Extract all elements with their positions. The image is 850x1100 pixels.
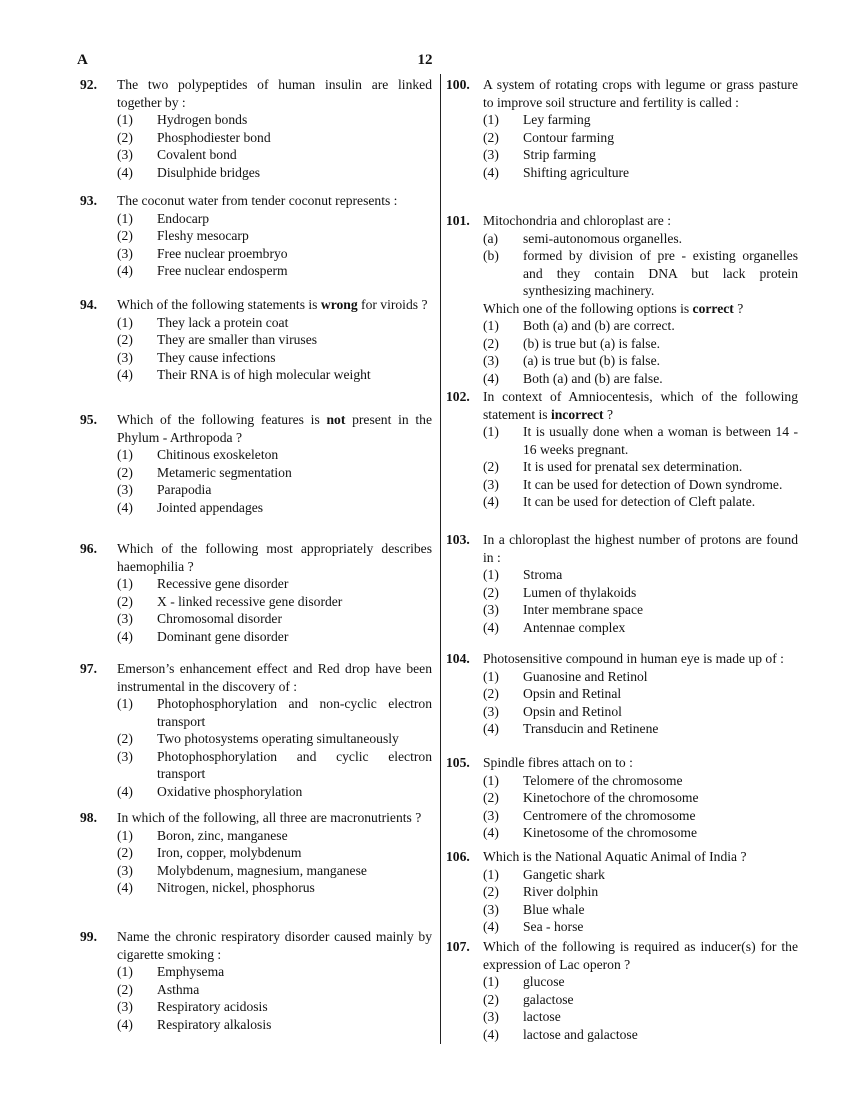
option-text: Nitrogen, nickel, phosphorus <box>157 880 315 895</box>
question-number: 92. <box>80 77 97 92</box>
statement-item <box>483 247 798 300</box>
option-label: (1) <box>483 424 499 439</box>
option-label: (4) <box>483 1026 499 1042</box>
answer-option[interactable] <box>117 610 432 628</box>
question-text: Which is the National Aquatic Animal of India ? <box>483 849 747 864</box>
option-list <box>117 111 432 181</box>
option-label: (4) <box>483 494 499 509</box>
option-label: (4) <box>117 783 133 799</box>
option-text: They lack a protein coat <box>157 314 289 330</box>
question-number: 98. <box>80 810 97 825</box>
option-label: (4) <box>117 628 133 644</box>
answer-option[interactable] <box>117 111 432 129</box>
option-label: (2) <box>483 129 499 145</box>
option-label: (2) <box>117 228 133 243</box>
question-text: Spindle fibres attach on to : <box>483 755 633 770</box>
option-label: (2) <box>117 845 133 860</box>
question-number: 95. <box>80 412 97 427</box>
question-text-part: ? <box>733 300 744 316</box>
option-text: Photophosphorylation and cyclic electron transport <box>157 748 432 781</box>
option-list <box>483 973 798 1043</box>
option-text: Metameric segmentation <box>157 464 292 480</box>
answer-option[interactable] <box>117 446 432 464</box>
statement-text: semi-autonomous organelles. <box>523 230 683 246</box>
option-label: (3) <box>483 807 499 823</box>
option-text: Guanosine and Retinol <box>523 668 648 684</box>
option-list <box>117 314 432 384</box>
option-label: (2) <box>117 332 133 347</box>
option-label: (3) <box>117 748 133 764</box>
option-text: Both (a) and (b) are correct. <box>523 318 675 333</box>
question-text: The two polypeptides of human insulin are linked together by : <box>117 77 432 110</box>
answer-option[interactable] <box>483 164 798 182</box>
option-text: Recessive gene disorder <box>157 576 289 591</box>
option-label: (4) <box>483 825 499 840</box>
question-number: 97. <box>80 661 97 676</box>
question-number: 103. <box>446 532 470 547</box>
option-label: (2) <box>483 884 499 899</box>
option-label: (1) <box>117 827 133 843</box>
question-text <box>117 296 432 314</box>
option-text: Asthma <box>157 981 200 997</box>
option-text: (b) is true but (a) is false. <box>523 335 661 351</box>
option-label: (4) <box>483 721 499 736</box>
option-text: Both (a) and (b) are false. <box>523 370 663 386</box>
option-label: (4) <box>483 370 499 386</box>
answer-option[interactable] <box>117 481 432 499</box>
option-text: Transducin and Retinene <box>523 721 659 736</box>
option-list <box>483 566 798 636</box>
question-block <box>446 212 798 387</box>
answer-option[interactable] <box>483 352 798 370</box>
question-number: 100. <box>446 77 470 92</box>
option-text: It is usually done when a woman is between 14 - 16 weeks pregnant. <box>523 424 798 457</box>
answer-option[interactable] <box>483 789 798 807</box>
option-label: (1) <box>117 964 133 979</box>
answer-option[interactable] <box>483 1026 798 1044</box>
question-block <box>446 848 798 936</box>
question-subprompt <box>483 300 798 318</box>
option-label: (4) <box>117 499 133 515</box>
answer-option[interactable] <box>117 1016 432 1034</box>
option-list <box>117 695 432 800</box>
option-text: They are smaller than viruses <box>157 332 318 347</box>
option-label: (1) <box>117 447 133 462</box>
option-text: It is used for prenatal sex determination. <box>523 459 743 474</box>
question-block <box>446 650 798 738</box>
option-list <box>117 575 432 645</box>
question-number: 105. <box>446 755 470 770</box>
option-text: It can be used for detection of Down syndrome. <box>523 476 783 492</box>
answer-option[interactable] <box>483 901 798 919</box>
answer-option[interactable] <box>483 601 798 619</box>
answer-option[interactable] <box>483 584 798 602</box>
option-text: Chromosomal disorder <box>157 611 282 626</box>
option-text: They cause infections <box>157 349 276 365</box>
answer-option[interactable] <box>117 730 432 748</box>
option-text: Opsin and Retinol <box>523 703 622 719</box>
option-text: Lumen of thylakoids <box>523 584 637 600</box>
option-text: Parapodia <box>157 482 212 497</box>
option-text: Disulphide bridges <box>157 164 261 180</box>
answer-option[interactable] <box>483 619 798 637</box>
answer-option[interactable] <box>483 720 798 738</box>
option-label: (3) <box>483 901 499 917</box>
question-text-part: Which of the following features is <box>117 412 327 427</box>
option-text: lactose <box>523 1009 561 1024</box>
statement-label: (a) <box>483 230 499 246</box>
answer-option[interactable] <box>483 476 798 494</box>
answer-option[interactable] <box>483 493 798 511</box>
option-text: Gangetic shark <box>523 866 605 882</box>
option-list <box>483 668 798 738</box>
answer-option[interactable] <box>117 879 432 897</box>
option-label: (1) <box>483 866 499 882</box>
option-text: Opsin and Retinal <box>523 686 622 701</box>
answer-option[interactable] <box>483 1008 798 1026</box>
answer-option[interactable] <box>483 317 798 335</box>
answer-option[interactable] <box>483 807 798 825</box>
answer-option[interactable] <box>117 695 432 730</box>
question-block <box>446 388 798 511</box>
series-label: A <box>77 52 88 68</box>
question-text: In a chloroplast the highest number of protons are found in : <box>483 532 798 565</box>
answer-option[interactable] <box>117 963 432 981</box>
option-label: (3) <box>483 147 499 162</box>
answer-option[interactable] <box>117 981 432 999</box>
option-text: X - linked recessive gene disorder <box>157 593 343 609</box>
answer-option[interactable] <box>117 227 432 245</box>
option-text: Chitinous exoskeleton <box>157 447 279 462</box>
answer-option[interactable] <box>117 862 432 880</box>
option-label: (1) <box>117 210 133 226</box>
option-list <box>483 866 798 936</box>
option-text: Hydrogen bonds <box>157 112 248 127</box>
answer-option[interactable] <box>117 164 432 182</box>
option-label: (3) <box>483 476 499 492</box>
option-list <box>483 772 798 842</box>
question-number: 106. <box>446 849 470 864</box>
question-text: A system of rotating crops with legume or grass pasture to improve soil structure and fertility is called : <box>483 77 798 110</box>
statement-list <box>483 230 798 300</box>
option-label: (1) <box>483 112 499 127</box>
question-number: 101. <box>446 213 470 228</box>
answer-option[interactable] <box>483 918 798 936</box>
option-label: (2) <box>117 129 133 145</box>
answer-option[interactable] <box>117 146 432 164</box>
option-text: Molybdenum, magnesium, manganese <box>157 862 367 878</box>
question-number: 107. <box>446 939 470 954</box>
option-text: Kinetochore of the chromosome <box>523 790 699 805</box>
option-text: Jointed appendages <box>157 499 264 515</box>
answer-option[interactable] <box>483 370 798 388</box>
question-text: In which of the following, all three are macronutrients ? <box>117 810 422 825</box>
option-text: Endocarp <box>157 210 210 226</box>
option-text: Strip farming <box>523 147 596 162</box>
page-number: 12 <box>417 52 433 68</box>
question-text: Mitochondria and chloroplast are : <box>483 213 671 228</box>
question-text-part: present in the Phylum - Arthropoda ? <box>117 412 432 445</box>
question-block <box>80 660 432 800</box>
question-text: The coconut water from tender coconut represents : <box>117 193 398 208</box>
option-label: (4) <box>483 919 499 934</box>
option-text: Dominant gene disorder <box>157 628 289 644</box>
option-text: Shifting agriculture <box>523 164 630 180</box>
answer-option[interactable] <box>117 314 432 332</box>
question-block <box>80 540 432 645</box>
option-label: (3) <box>117 349 133 365</box>
question-emphasis: not <box>326 412 346 427</box>
statement-label: (b) <box>483 248 499 263</box>
option-label: (1) <box>483 567 499 582</box>
option-label: (3) <box>483 703 499 719</box>
option-text: Phosphodiester bond <box>157 129 271 145</box>
option-text: Covalent bond <box>157 147 237 162</box>
option-label: (2) <box>483 584 499 600</box>
option-text: Telomere of the chromosome <box>523 772 683 788</box>
answer-option[interactable] <box>117 210 432 228</box>
question-text: Which of the following is required as inducer(s) for the expression of Lac operon ? <box>483 939 798 972</box>
option-label: (2) <box>483 686 499 701</box>
option-text: Stroma <box>523 567 563 582</box>
answer-option[interactable] <box>117 262 432 280</box>
option-label: (2) <box>483 991 499 1007</box>
answer-option[interactable] <box>117 331 432 349</box>
answer-option[interactable] <box>483 111 798 129</box>
option-label: (4) <box>117 263 133 278</box>
question-number: 94. <box>80 297 97 312</box>
answer-option[interactable] <box>117 628 432 646</box>
question-emphasis: wrong <box>320 297 358 312</box>
option-label: (1) <box>483 772 499 788</box>
answer-option[interactable] <box>117 499 432 517</box>
answer-option[interactable] <box>483 685 798 703</box>
option-text: Fleshy mesocarp <box>157 228 249 243</box>
option-label: (3) <box>483 602 499 617</box>
option-text: Antennae complex <box>523 619 626 635</box>
option-text: Emphysema <box>157 964 225 979</box>
option-list <box>117 963 432 1033</box>
answer-option[interactable] <box>483 458 798 476</box>
option-label: (2) <box>483 790 499 805</box>
question-block <box>446 531 798 636</box>
answer-option[interactable] <box>483 566 798 584</box>
column-divider <box>440 74 441 1044</box>
option-label: (1) <box>117 696 133 711</box>
option-label: (3) <box>117 147 133 162</box>
option-text: Respiratory acidosis <box>157 999 268 1014</box>
answer-option[interactable] <box>117 827 432 845</box>
answer-option[interactable] <box>117 844 432 862</box>
option-label: (4) <box>117 367 133 382</box>
answer-option[interactable] <box>117 245 432 263</box>
answer-option[interactable] <box>117 783 432 801</box>
option-list <box>483 317 798 387</box>
option-label: (4) <box>117 164 133 180</box>
question-text-part: In context of Amniocentesis, which of the following statement is <box>483 389 798 422</box>
statement-item <box>483 230 798 248</box>
option-label: (1) <box>483 668 499 684</box>
option-label: (2) <box>117 593 133 609</box>
answer-option[interactable] <box>483 668 798 686</box>
question-block <box>80 809 432 897</box>
option-text: Free nuclear endosperm <box>157 263 288 278</box>
option-label: (2) <box>483 459 499 474</box>
question-block <box>446 938 798 1043</box>
option-list <box>117 446 432 516</box>
option-label: (3) <box>117 245 133 261</box>
option-label: (1) <box>117 112 133 127</box>
answer-option[interactable] <box>117 349 432 367</box>
option-label: (1) <box>483 318 499 333</box>
answer-option[interactable] <box>483 129 798 147</box>
question-number: 102. <box>446 389 470 404</box>
option-text: Oxidative phosphorylation <box>157 783 303 799</box>
option-label: (3) <box>117 611 133 626</box>
answer-option[interactable] <box>483 866 798 884</box>
option-text: Blue whale <box>523 901 585 917</box>
option-text: galactose <box>523 991 574 1007</box>
answer-option[interactable] <box>117 593 432 611</box>
question-text <box>483 388 798 423</box>
question-block <box>80 928 432 1033</box>
option-label: (4) <box>483 619 499 635</box>
question-block <box>80 76 432 181</box>
answer-option[interactable] <box>483 991 798 1009</box>
option-label: (1) <box>117 576 133 591</box>
option-label: (2) <box>483 335 499 351</box>
answer-option[interactable] <box>483 335 798 353</box>
answer-option[interactable] <box>483 824 798 842</box>
question-text <box>117 411 432 446</box>
option-text: Kinetosome of the chromosome <box>523 825 698 840</box>
answer-option[interactable] <box>483 423 798 458</box>
answer-option[interactable] <box>117 366 432 384</box>
option-text: Their RNA is of high molecular weight <box>157 367 371 382</box>
question-text-part: Which of the following statements is <box>117 297 321 312</box>
option-text: Free nuclear proembryo <box>157 245 288 261</box>
option-text: Contour farming <box>523 129 614 145</box>
option-text: Two photosystems operating simultaneously <box>157 731 399 746</box>
option-label: (3) <box>117 862 133 878</box>
option-text: It can be used for detection of Cleft palate. <box>523 494 756 509</box>
option-text: Boron, zinc, manganese <box>157 827 288 843</box>
question-text: Which of the following most appropriately describes haemophilia ? <box>117 541 432 574</box>
option-text: Ley farming <box>523 112 591 127</box>
question-text: Photosensitive compound in human eye is made up of : <box>483 651 784 666</box>
option-text: (a) is true but (b) is false. <box>523 353 661 368</box>
option-text: Centromere of the chromosome <box>523 807 696 823</box>
answer-option[interactable] <box>483 973 798 991</box>
question-emphasis: incorrect <box>550 406 604 422</box>
statement-text: formed by division of pre - existing organelles and they contain DNA but lack protein synthesizing machinery. <box>523 248 798 298</box>
option-text: River dolphin <box>523 884 599 899</box>
option-label: (4) <box>117 880 133 895</box>
option-label: (3) <box>117 482 133 497</box>
answer-option[interactable] <box>483 883 798 901</box>
option-list <box>483 111 798 181</box>
option-label: (3) <box>117 999 133 1014</box>
question-text: Emerson’s enhancement effect and Red drop have been instrumental in the discovery of : <box>117 661 432 694</box>
answer-option[interactable] <box>483 703 798 721</box>
answer-option[interactable] <box>117 998 432 1016</box>
question-text-part: Which one of the following options is <box>483 300 693 316</box>
option-list <box>483 423 798 511</box>
answer-option[interactable] <box>117 129 432 147</box>
option-label: (1) <box>117 314 133 330</box>
option-label: (3) <box>483 1009 499 1024</box>
question-number: 104. <box>446 651 470 666</box>
question-block <box>80 411 432 516</box>
answer-option[interactable] <box>117 748 432 783</box>
option-list <box>117 210 432 280</box>
option-label: (1) <box>483 974 499 989</box>
option-label: (3) <box>483 353 499 368</box>
option-text: Sea - horse <box>523 919 584 934</box>
answer-option[interactable] <box>483 772 798 790</box>
option-label: (2) <box>117 464 133 480</box>
question-block <box>80 296 432 384</box>
option-label: (2) <box>117 981 133 997</box>
option-text: lactose and galactose <box>523 1026 638 1042</box>
question-block <box>446 76 798 181</box>
question-emphasis: correct <box>692 300 734 316</box>
option-text: Photophosphorylation and non-cyclic electron transport <box>157 696 432 729</box>
question-text-part: for viroids ? <box>357 297 428 312</box>
answer-option[interactable] <box>117 464 432 482</box>
question-number: 99. <box>80 929 97 944</box>
option-label: (4) <box>117 1016 133 1032</box>
question-text: Name the chronic respiratory disorder caused mainly by cigarette smoking : <box>117 929 432 962</box>
question-text-part: ? <box>603 406 613 422</box>
option-text: Respiratory alkalosis <box>157 1016 272 1032</box>
answer-option[interactable] <box>117 575 432 593</box>
option-text: Inter membrane space <box>523 602 644 617</box>
answer-option[interactable] <box>483 146 798 164</box>
option-list <box>117 827 432 897</box>
question-number: 96. <box>80 541 97 556</box>
option-label: (2) <box>117 731 133 746</box>
option-text: glucose <box>523 974 565 989</box>
option-label: (4) <box>483 164 499 180</box>
option-text: Iron, copper, molybdenum <box>157 845 302 860</box>
question-block <box>80 192 432 280</box>
question-block <box>446 754 798 842</box>
question-number: 93. <box>80 193 97 208</box>
